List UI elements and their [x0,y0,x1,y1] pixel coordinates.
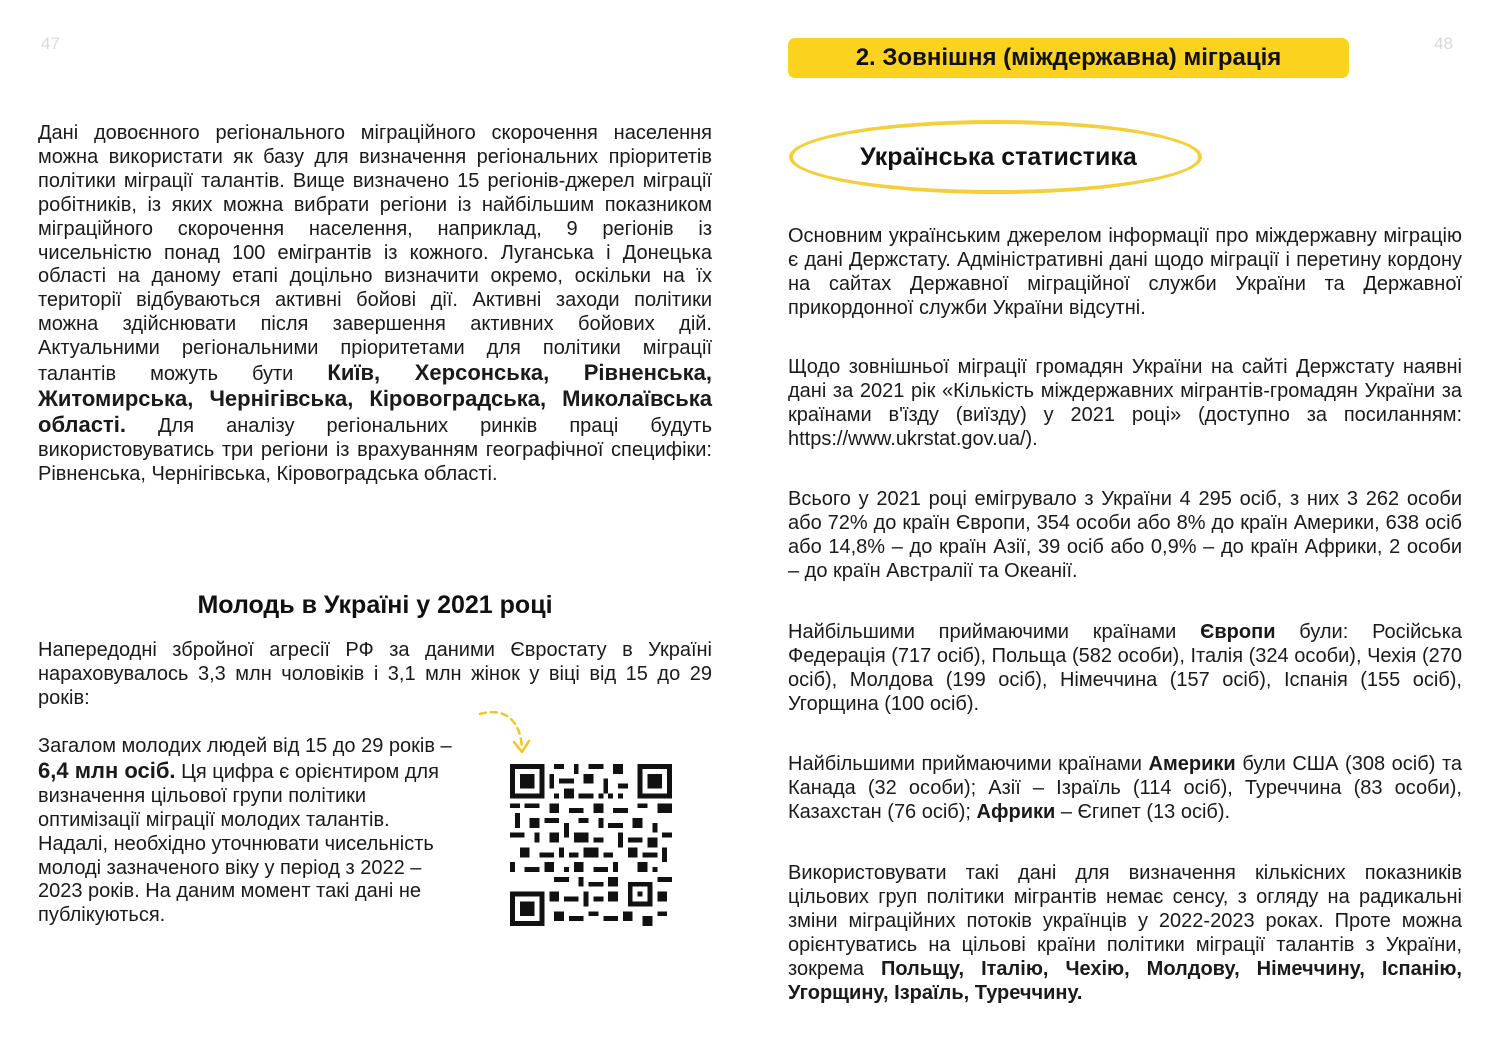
target-countries-paragraph: Використовувати такі дані для визначення кількісних показників цільових груп політики мігрантів немає сенсу, з огляду на радикальні зміни міграційних потоків українців у 2022-2023 роках. Проте можна орієнтуватись на цільові країни політики міграції талантів з України, зокрема Польщу, Італію, Чехію, Молдову, Німеччину, Іспанію, Угорщину, Ізраїль, Туреччину. [788,862,1462,1004]
page-number-right: 48 [1434,34,1453,53]
curved-arrow-icon [476,702,546,762]
europe-countries-paragraph: Найбільшими приймаючими країнами Європи були: Російська Федерація (717 осіб), Польща (582 особи), Італія (324 особи), Чехія (270 осіб), Молдова (199 осіб), Німеччина (157 осіб), Іспанія (155 осіб), Угорщина (100 осіб). [788,621,1463,715]
youth-total-paragraph: Загалом молодих людей від 15 до 29 років – 6,4 млн осіб. Ця цифра є орієнтиром для визначення цільової групи політики оптимізації міграції молодих талантів. Надалі, необхідно уточнювати чисельність молоді зазначеного віку у період з 2022 – 2023 років. На даним момент такі дані не публікуються. [38,735,452,927]
statistics-source-paragraph: Основним українським джерелом інформації про міждержавну міграцію є дані Держстату. Адміністративні дані щодо міграції і перетину кордону на сайтах Державної міграційної служби України та Державної прикордонної служби України відсутні. [788,225,1462,319]
page-number-left: 47 [41,34,60,53]
priority-regions-bold: Київ, Херсонська, Рівненська, Житомирська, Чернігівська, Кіровоградська, Миколаївська області. [38,360,712,437]
regional-priorities-paragraph: Дані довоєнного регіонального міграційного скорочення населення можна використати як базу для визначення регіональних пріоритетів політики міграції талантів. Вище визначено 15 регіонів-джерел міграції робітників, із яких можна вибрати регіони із найбільшим показником міграційного скорочення населення, наприклад, 9 регіонів із чисельністю понад 100 емігрантів із кожного. Луганська і Донецька області на даному етапі доцільно визначити окремо, оскільки на їх території відбуваються активні бойові дії. Активні заходи політики можна здійснювати після завершення активних бойових дій. Актуальними регіональними пріоритетами для політики міграції талантів можуть бути Київ, Херсонська, Рівненська, Житомирська, Чернігівська, Кіровоградська, Миколаївська області. Для аналізу регіональних ринків праці будуть використовуватись три регіони із врахуванням географічної специфіки: Рівненська, Чернігівська, Кіровоградська області. [38,122,712,485]
other-regions-paragraph: Найбільшими приймаючими країнами Америки були США (308 осіб) та Канада (32 особи); Азії – Ізраїль (114 осіб), Туреччина (83 особи), Казахстан (76 осіб); Африки – Єгипет (13 осіб). [788,753,1463,823]
section-title-badge: 2. Зовнішня (міждержавна) міграція [788,38,1349,78]
emigration-totals-paragraph: Всього у 2021 році емігрувало з України 4 295 осіб, з них 3 262 особи або 72% до країн Європи, 354 особи або 8% до країн Америки, 638 осіб або 14,8% – до країн Азії, 39 осіб або 0,9% – до країн Африки, 2 особи – до країн Австралії та Океанії. [788,488,1462,582]
ukrainian-statistics-heading-ellipse [789,120,1202,194]
ukrainian-statistics-heading: Українська статистика [860,142,1137,171]
youth-heading: Молодь в Україні у 2021 році [197,591,553,619]
qr-code-icon[interactable] [510,764,672,926]
youth-intro-paragraph: Напередодні збройної агресії РФ за даними Євростату в Україні нараховувалось 3,3 млн чоловіків і 3,1 млн жінок у віці від 15 до 29 років: [38,639,712,709]
external-migration-paragraph: Щодо зовнішньої міграції громадян України на сайті Держстату наявні дані за 2021 рік «Кількість міждержавних мігрантів-громадян України за країнами в'їзду (виїзду) у 2021 році» (доступно за посиланням: https://www.ukrstat.gov.ua/). [788,356,1462,450]
